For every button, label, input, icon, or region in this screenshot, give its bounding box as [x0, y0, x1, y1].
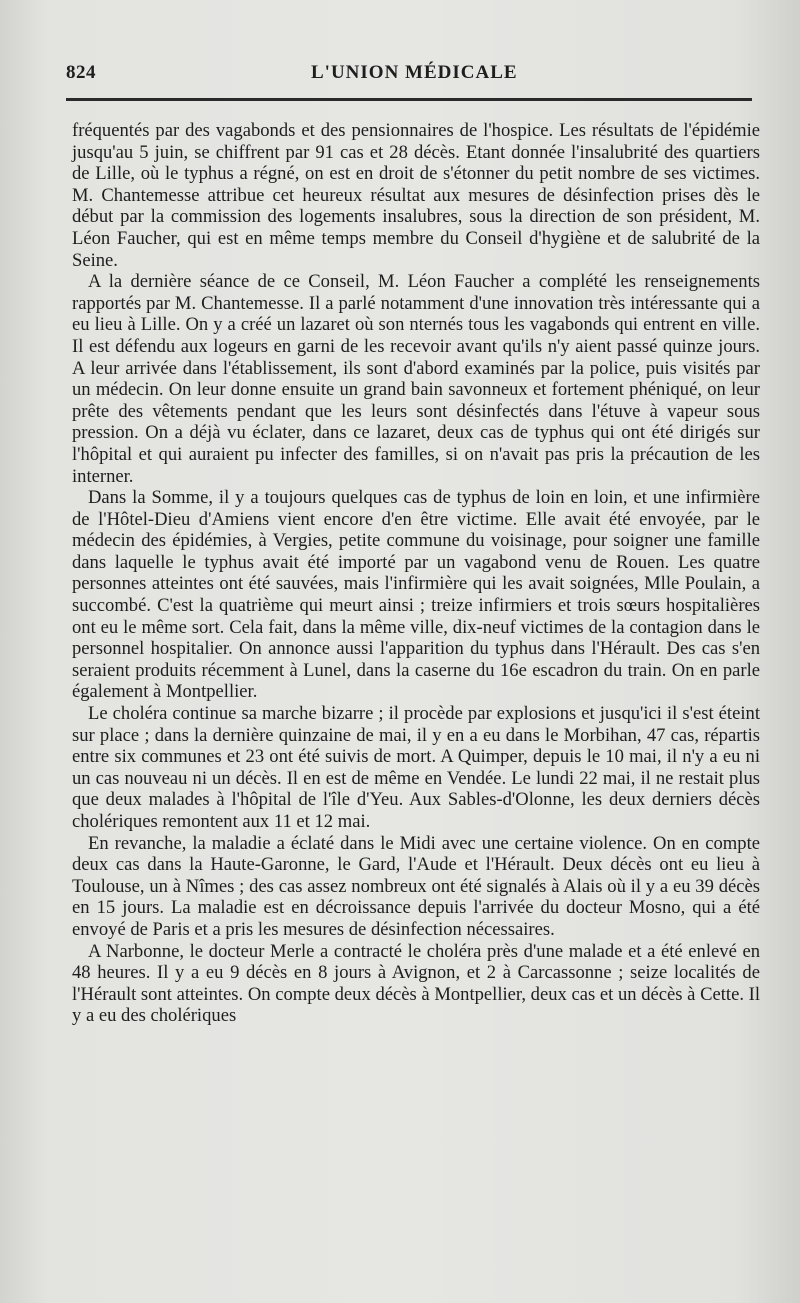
paragraph: Le choléra continue sa marche bizarre ; il procède par explosions et jusqu'ici il s'est éteint sur place ; dans la dernière quinzaine de mai, il y en a eu dans le Morbihan, 47 cas, répartis entre six communes et 23 ont été suivis de mort. A Quimper, depuis le 10 mai, il n'y a eu ni un cas nouveau ni un décès. Il en est de même en Vendée. Le lundi 22 mai, il ne restait plus que deux malades à l'hôpital de l'île d'Yeu. Aux Sables-d'Olonne, les deux derniers décès cholériques remontent aux 11 et 12 mai.	[72, 703, 760, 832]
paragraph: fréquentés par des vagabonds et des pensionnaires de l'hospice. Les résultats de l'épidémie jusqu'au 5 juin, se chiffrent par 91 cas et 28 décès. Etant donnée l'insalubrité des quartiers de Lille, où le typhus a régné, on est en droit de s'étonner du petit nombre de ses victimes. M. Chantemesse attribue cet heureux résultat aux mesures de désinfection prises dès le début par la commission des logements insalubres, sous la direction de son président, M. Léon Faucher, qui est en même temps membre du Conseil d'hygiène et de salubrité de la Seine.	[72, 120, 760, 271]
paragraph: Dans la Somme, il y a toujours quelques cas de typhus de loin en loin, et une infirmière de l'Hôtel-Dieu d'Amiens vient encore d'en être victime. Elle avait été envoyée, par le médecin des épidémies, à Vergies, petite commune du voisinage, pour soigner une famille dans laquelle le typhus avait été importé par un vagabond venu de Rouen. Les quatre personnes atteintes ont été sauvées, mais l'infirmière qui les avait soignées, Mlle Poulain, a succombé. C'est la quatrième qui meurt ainsi ; treize infirmiers et trois sœurs hospitalières ont eu le même sort. Cela fait, dans la même ville, dix-neuf victimes de la contagion dans le personnel hospitalier. On annonce aussi l'apparition du typhus dans l'Hérault. Des cas s'en seraient produits récemment à Lunel, dans la caserne du 16e escadron du train. On en parle également à Montpellier.	[72, 487, 760, 703]
header-rule	[66, 98, 752, 101]
article-body	[72, 120, 760, 1027]
paragraph: A Narbonne, le docteur Merle a contracté le choléra près d'une malade et a été enlevé en 48 heures. Il y a eu 9 décès en 8 jours à Avignon, et 2 à Carcassonne ; seize localités de l'Hérault sont atteintes. On compte deux décès à Montpellier, deux cas et un décès à Cette. Il y a eu des cholériques	[72, 940, 760, 1027]
running-head	[66, 62, 756, 88]
paragraph: A la dernière séance de ce Conseil, M. Léon Faucher a complété les renseignements rapportés par M. Chantemesse. Il a parlé notamment d'une innovation très intéressante qui a eu lieu à Lille. On y a créé un lazaret où son nternés tous les vagabonds qui entrent en ville. Il est défendu aux logeurs en garni de les recevoir avant qu'ils n'y aient passé quinze jours. A leur arrivée dans l'établissement, ils sont d'abord examinés par la police, puis visités par un médecin. On leur donne ensuite un grand bain savonneux et fortement phéniqué, on leur prête des vêtements pendant que les leurs sont désinfectés dans l'étuve à vapeur sous pression. On a déjà vu éclater, dans ce lazaret, deux cas de typhus qui ont été dirigés sur l'hôpital et qui auraient pu infecter des familles, si on n'avait pas pris la précaution de les interner.	[72, 271, 760, 487]
journal-title: L'UNION MÉDICALE	[311, 62, 518, 83]
page-number: 824	[66, 62, 96, 83]
paragraph: En revanche, la maladie a éclaté dans le Midi avec une certaine violence. On en compte deux cas dans la Haute-Garonne, le Gard, l'Aude et l'Hérault. Deux décès ont eu lieu à Toulouse, un à Nîmes ; des cas assez nombreux ont été signalés à Alais où il y a eu 39 décès en 15 jours. La maladie est en décroissance depuis l'arrivée du docteur Mosno, qui a été envoyé de Paris et a pris les mesures de désinfection nécessaires.	[72, 832, 760, 940]
